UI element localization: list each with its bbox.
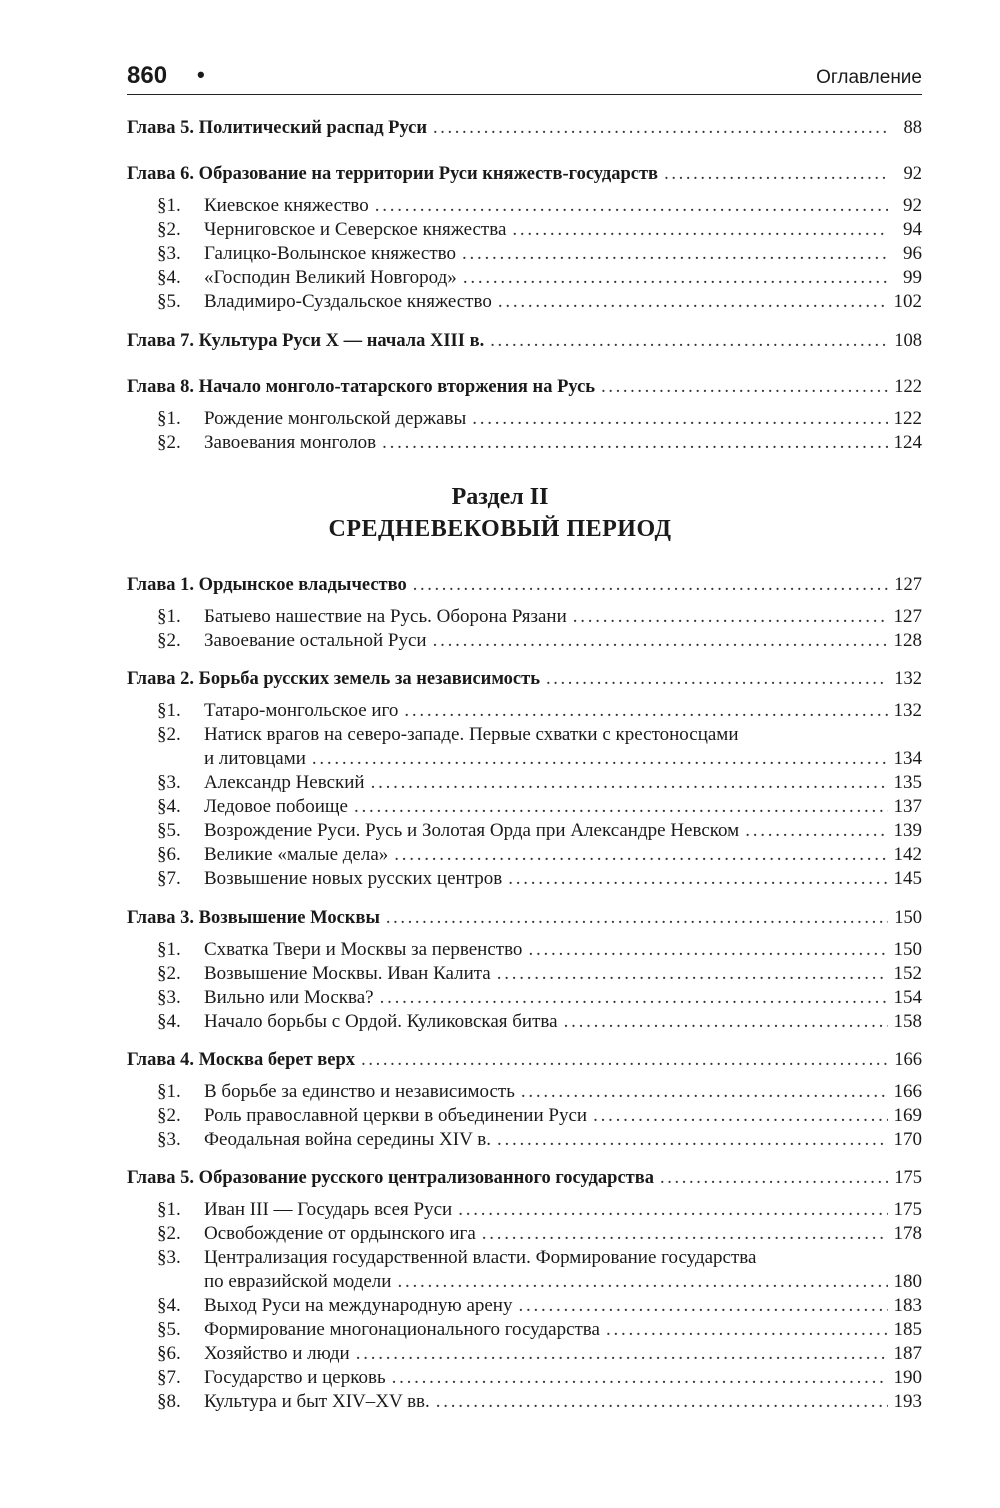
section-number: §7.: [157, 868, 181, 889]
section-title: Батыево нашествие на Русь. Оборона Рязани: [204, 606, 567, 627]
chapter-title: Глава 3. Возвышение Москвы: [127, 908, 380, 928]
toc-chapter[interactable]: [127, 116, 922, 140]
leader-dots: [593, 1104, 887, 1128]
leader-dots: [518, 1294, 887, 1318]
page-ref: 132: [893, 700, 922, 721]
toc-section[interactable]: [127, 266, 922, 290]
toc-section[interactable]: [127, 1318, 922, 1342]
page-ref: 150: [893, 939, 922, 960]
leader-dots: [497, 962, 888, 986]
section-title: Александр Невский: [204, 772, 365, 793]
page-ref: 92: [903, 164, 922, 184]
section-title: Завоевания монголов: [204, 432, 377, 453]
toc-chapter[interactable]: [127, 1048, 922, 1072]
leader-dots: [312, 747, 888, 771]
page-ref: 190: [893, 1367, 922, 1388]
page-ref: 128: [893, 630, 922, 651]
section-title: В борьбе за единство и независимость: [204, 1081, 515, 1102]
page-ref: 158: [893, 1011, 922, 1032]
leader-dots: [386, 906, 888, 930]
part-heading-title: СРЕДНЕВЕКОВЫЙ ПЕРИОД: [328, 516, 672, 542]
leader-dots: [664, 162, 888, 186]
section-number: §3.: [157, 1247, 181, 1268]
section-number: §4.: [157, 796, 181, 817]
section-number: §1.: [157, 195, 181, 216]
section-title-continuation: по евразийской модели: [204, 1271, 392, 1292]
section-title: Освобождение от ордынского ига: [204, 1223, 476, 1244]
leader-dots: [436, 1390, 888, 1414]
toc-section[interactable]: [127, 771, 922, 795]
page-ref: 96: [903, 243, 922, 264]
section-number: §2.: [157, 630, 181, 651]
toc-section[interactable]: [127, 242, 922, 266]
toc-section[interactable]: [127, 1390, 922, 1414]
toc-section[interactable]: [127, 962, 922, 986]
toc-section[interactable]: [127, 867, 922, 891]
section-title: Схватка Твери и Москвы за первенство: [204, 939, 523, 960]
section-title: Натиск врагов на северо-западе. Первые схватки с крестоносцами: [204, 724, 739, 745]
toc-section-continuation[interactable]: [127, 1270, 922, 1294]
leader-dots: [413, 573, 888, 597]
leader-dots: [521, 1080, 888, 1104]
section-number: §2.: [157, 1223, 181, 1244]
leader-dots: [361, 1048, 888, 1072]
toc-section[interactable]: [127, 1222, 922, 1246]
section-number: §1.: [157, 939, 181, 960]
section-number: §3.: [157, 987, 181, 1008]
page-ref: 122: [893, 408, 922, 429]
page-ref: 124: [893, 432, 922, 453]
chapter-title: Глава 8. Начало монголо-татарского вторжения на Русь: [127, 377, 596, 397]
toc-section[interactable]: [127, 1246, 922, 1270]
section-number: §4.: [157, 267, 181, 288]
page-ref: 142: [893, 844, 922, 865]
page-ref: 178: [893, 1223, 922, 1244]
toc-section[interactable]: [127, 986, 922, 1010]
toc-chapter[interactable]: [127, 329, 922, 353]
section-number: §3.: [157, 243, 181, 264]
section-title: Возрождение Руси. Русь и Золотая Орда при Александре Невском: [204, 820, 740, 841]
leader-dots: [458, 1198, 887, 1222]
page-ref: 135: [893, 772, 922, 793]
section-title: Черниговское и Северское княжества: [204, 219, 507, 240]
section-number: §3.: [157, 772, 181, 793]
page-ref: 127: [893, 606, 922, 627]
section-title: Завоевание остальной Руси: [204, 630, 427, 651]
section-title: Киевское княжество: [204, 195, 369, 216]
page-ref: 175: [894, 1168, 922, 1188]
page-ref: 132: [894, 669, 922, 689]
chapter-title: Глава 4. Москва берет верх: [127, 1050, 356, 1070]
section-title: Вильно или Москва?: [204, 987, 374, 1008]
section-number: §5.: [157, 1319, 181, 1340]
page-ref: 139: [893, 820, 922, 841]
leader-dots: [573, 605, 888, 629]
toc-section[interactable]: [127, 431, 922, 455]
leader-dots: [497, 1128, 888, 1152]
leader-dots: [433, 629, 888, 653]
section-number: §5.: [157, 820, 181, 841]
page-ref: 99: [903, 267, 922, 288]
section-title: Централизация государственной власти. Формирование государства: [204, 1247, 757, 1268]
section-number: §1.: [157, 606, 181, 627]
page-ref: 154: [893, 987, 922, 1008]
leader-dots: [472, 407, 887, 431]
toc-section[interactable]: [127, 1080, 922, 1104]
section-title: Татаро-монгольское иго: [204, 700, 399, 721]
section-title: Роль православной церкви в объединении Руси: [204, 1105, 588, 1126]
toc-chapter[interactable]: [127, 375, 922, 399]
toc-section[interactable]: [127, 819, 922, 843]
toc-section[interactable]: [127, 1198, 922, 1222]
toc-section[interactable]: [127, 699, 922, 723]
section-number: §7.: [157, 1367, 181, 1388]
leader-dots: [564, 1010, 888, 1034]
toc-section[interactable]: [127, 1342, 922, 1366]
section-number: §4.: [157, 1295, 181, 1316]
leader-dots: [601, 375, 888, 399]
section-number: §1.: [157, 700, 181, 721]
page-ref: 134: [893, 748, 922, 769]
toc-section[interactable]: [127, 290, 922, 314]
chapter-title: Глава 5. Политический распад Руси: [127, 118, 428, 138]
section-title: Начало борьбы с Ордой. Куликовская битва: [204, 1011, 558, 1032]
toc-section[interactable]: [127, 1294, 922, 1318]
leader-dots: [745, 819, 887, 843]
section-number: §6.: [157, 1343, 181, 1364]
section-number: §3.: [157, 1129, 181, 1150]
toc-section[interactable]: [127, 795, 922, 819]
chapter-title: Глава 6. Образование на территории Руси княжеств-государств: [127, 164, 659, 184]
toc-section[interactable]: [127, 1366, 922, 1390]
section-number: §2.: [157, 1105, 181, 1126]
section-title: Владимиро-Суздальское княжество: [204, 291, 492, 312]
leader-dots: [508, 867, 887, 891]
leader-dots: [404, 699, 887, 723]
leader-dots: [356, 1342, 888, 1366]
section-number: §2.: [157, 432, 181, 453]
leader-dots: [498, 290, 888, 314]
header-bullet: •: [197, 62, 205, 87]
leader-dots: [394, 843, 887, 867]
toc-section[interactable]: [127, 629, 922, 653]
toc-section[interactable]: [127, 723, 922, 747]
page-ref: 169: [893, 1105, 922, 1126]
leader-dots: [490, 329, 888, 353]
section-title: Рождение монгольской державы: [204, 408, 467, 429]
chapter-title: Глава 2. Борьба русских земель за независимость: [127, 669, 541, 689]
section-number: §8.: [157, 1391, 181, 1412]
section-title: Галицко-Волынское княжество: [204, 243, 456, 264]
page-ref: 183: [893, 1295, 922, 1316]
page-number: 860: [127, 62, 168, 89]
page-ref: 137: [893, 796, 922, 817]
page-ref: 166: [893, 1081, 922, 1102]
toc-section[interactable]: [127, 1128, 922, 1152]
toc-chapter[interactable]: [127, 667, 922, 691]
page-ref: 122: [894, 377, 922, 397]
toc-section[interactable]: [127, 218, 922, 242]
leader-dots: [371, 771, 888, 795]
toc-section[interactable]: [127, 938, 922, 962]
page-ref: 175: [893, 1199, 922, 1220]
page-ref: 150: [894, 908, 922, 928]
section-number: §6.: [157, 844, 181, 865]
section-title: «Господин Великий Новгород»: [204, 267, 457, 288]
toc-section[interactable]: [127, 843, 922, 867]
page-ref: 127: [894, 575, 922, 595]
chapter-title: Глава 7. Культура Руси X — начала XIII в.: [127, 331, 485, 351]
page-header: [127, 58, 922, 95]
page-ref: 187: [893, 1343, 922, 1364]
section-title: Государство и церковь: [204, 1367, 386, 1388]
section-number: §1.: [157, 1199, 181, 1220]
toc-chapter[interactable]: [127, 1166, 922, 1190]
section-number: §1.: [157, 1081, 181, 1102]
page-ref: 94: [903, 219, 922, 240]
toc-section[interactable]: [127, 1010, 922, 1034]
section-number: §2.: [157, 219, 181, 240]
leader-dots: [528, 938, 887, 962]
section-title: Иван III — Государь всея Руси: [204, 1199, 453, 1220]
toc-section[interactable]: [127, 605, 922, 629]
page-ref: 180: [893, 1271, 922, 1292]
section-title: Великие «малые дела»: [204, 844, 389, 865]
toc-section-continuation[interactable]: [127, 747, 922, 771]
toc-chapter[interactable]: [127, 573, 922, 597]
section-number: §4.: [157, 1011, 181, 1032]
page-ref: 193: [893, 1391, 922, 1412]
page-ref: 102: [893, 291, 922, 312]
section-title: Ледовое побоище: [204, 796, 348, 817]
section-title: Феодальная война середины XIV в.: [204, 1129, 491, 1150]
leader-dots: [482, 1222, 888, 1246]
page-ref: 166: [894, 1050, 922, 1070]
section-number: §2.: [157, 724, 181, 745]
leader-dots: [380, 986, 888, 1010]
page-ref: 170: [893, 1129, 922, 1150]
leader-dots: [433, 116, 888, 140]
toc-chapter[interactable]: [127, 906, 922, 930]
toc-chapter[interactable]: [127, 162, 922, 186]
leader-dots: [382, 431, 887, 455]
toc-section[interactable]: [127, 194, 922, 218]
page-ref: 152: [893, 963, 922, 984]
section-title: Возвышение новых русских центров: [204, 868, 503, 889]
section-title: Культура и быт XIV–XV вв.: [204, 1391, 430, 1412]
leader-dots: [512, 218, 888, 242]
section-title: Выход Руси на международную арену: [204, 1295, 513, 1316]
section-number: §2.: [157, 963, 181, 984]
section-title: Хозяйство и люди: [204, 1343, 350, 1364]
section-number: §1.: [157, 408, 181, 429]
toc-section[interactable]: [127, 407, 922, 431]
leader-dots: [375, 194, 888, 218]
page-ref: 88: [903, 118, 922, 138]
leader-dots: [354, 795, 888, 819]
page-ref: 185: [893, 1319, 922, 1340]
leader-dots: [606, 1318, 888, 1342]
chapter-title: Глава 1. Ордынское владычество: [127, 575, 407, 595]
part-heading-number: Раздел II: [451, 484, 549, 510]
section-title-continuation: и литовцами: [204, 748, 306, 769]
page-ref: 92: [903, 195, 922, 216]
page-ref: 108: [894, 331, 922, 351]
leader-dots: [546, 667, 888, 691]
section-title: Формирование многонационального государства: [204, 1319, 600, 1340]
section-number: §5.: [157, 291, 181, 312]
leader-dots: [397, 1270, 887, 1294]
running-title: Оглавление: [816, 67, 922, 88]
chapter-title: Глава 5. Образование русского централизованного государства: [127, 1168, 654, 1188]
page-ref: 145: [893, 868, 922, 889]
section-title: Возвышение Москвы. Иван Калита: [204, 963, 491, 984]
toc-section[interactable]: [127, 1104, 922, 1128]
leader-dots: [392, 1366, 888, 1390]
leader-dots: [463, 266, 888, 290]
leader-dots: [462, 242, 888, 266]
leader-dots: [660, 1166, 888, 1190]
